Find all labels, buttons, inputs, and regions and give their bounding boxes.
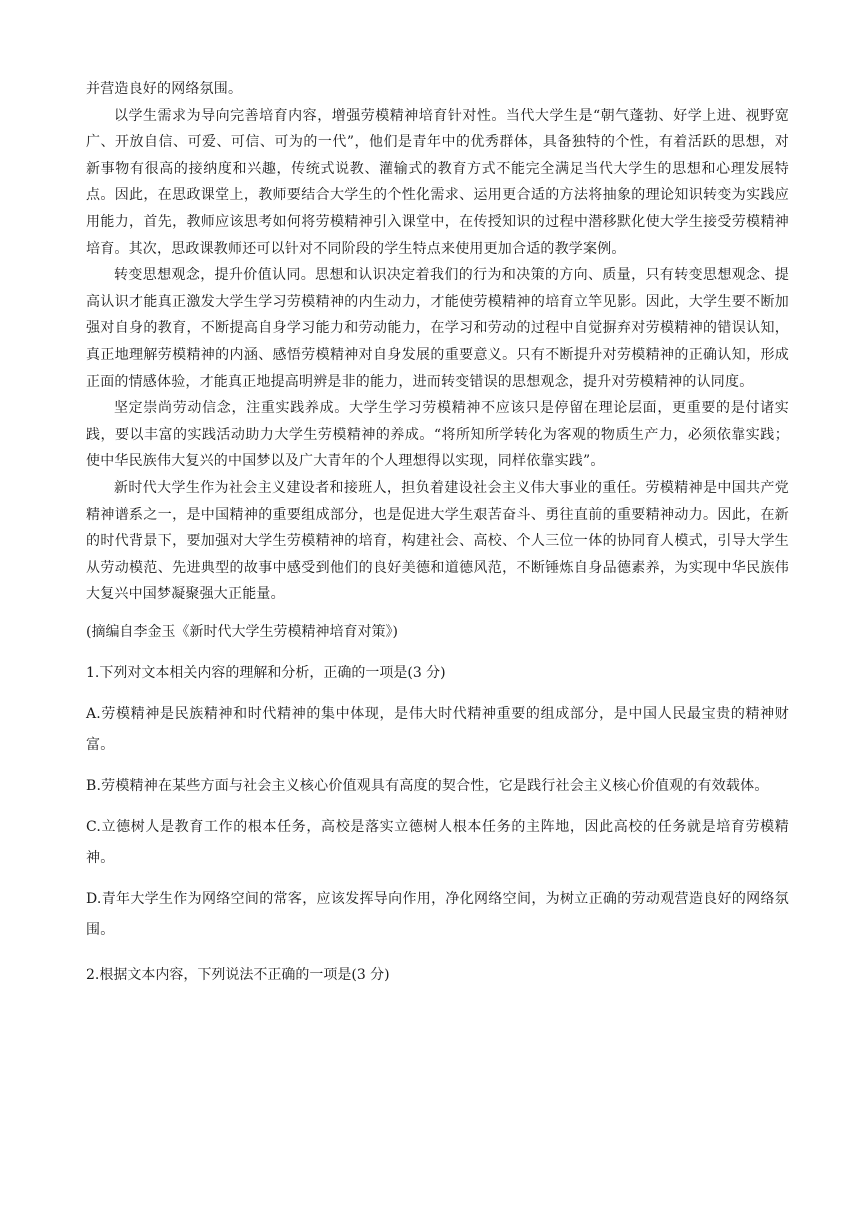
question-1-option-d: D.青年大学生作为网络空间的常客，应该发挥导向作用，净化网络空间，为树立正确的劳动观营造良好的网络氛围。 (86, 890, 789, 938)
continuation-text: 并营造良好的网络氛围。 (86, 81, 243, 97)
source-citation: (摘编自李金玉《新时代大学生劳模精神培育对策》) (86, 623, 398, 640)
question-2-stem: 2.根据文本内容，下列说法不正确的一项是(3 分) (86, 966, 390, 983)
paragraph-2: 转变思想观念，提升价值认同。思想和认识决定着我们的行为和决策的方向、质量，只有转变思想观念、提高认识才能真正激发大学生学习劳模精神的内生动力，才能使劳模精神的培育立竿见影。因此，大学生要不断加强对自身的教育，不断提高自身学习能力和劳动能力，在学习和劳动的过程中自觉摒弃对劳模精神的错误认知，真正地理解劳模精神的内涵、感悟劳模精神对自身发展的重要意义。只有不断提升对劳模精神的正确认知，形成正面的情感体验，才能真正地提高明辨是非的能力，进而转变错误的思想观念，提升对劳模精神的认同度。 (86, 267, 789, 390)
paragraph-4: 新时代大学生作为社会主义建设者和接班人，担负着建设社会主义伟大事业的重任。劳模精神是中国共产党精神谱系之一，是中国精神的重要组成部分，也是促进大学生艰苦奋斗、勇往直前的重要精神动力。因此，在新的时代背景下，要加强对大学生劳模精神的培育，构建社会、高校、个人三位一体的协同育人模式，引导大学生从劳动模范、先进典型的故事中感受到他们的良好美德和道德风范，不断锤炼自身品德素养，为实现中华民族伟大复兴中国梦凝聚强大正能量。 (86, 479, 789, 603)
question-1-option-b: B.劳模精神在某些方面与社会主义核心价值观具有高度的契合性，它是践行社会主义核心价值观的有效载体。 (86, 777, 769, 794)
paragraph-1: 以学生需求为导向完善培育内容，增强劳模精神培育针对性。当代大学生是“朝气蓬勃、好学上进、视野宽广、开放自信、可爱、可信、可为的一代”，他们是青年中的优秀群体，具备独特的个性，有着活跃的思想，对新事物有很高的接纳度和兴趣，传统式说教、灌输式的教育方式不能完全满足当代大学生的思想和心理发展特点。因此，在思政课堂上，教师要结合大学生的个性化需求、运用更合适的方法将抽象的理论知识转变为实践应用能力，首先，教师应该思考如何将劳模精神引入课堂中，在传授知识的过程中潜移默化使大学生接受劳模精神培育。其次，思政课教师还可以针对不同阶段的学生特点来使用更加合适的教学案例。 (86, 107, 789, 257)
question-1-stem: 1.下列对文本相关内容的理解和分析，正确的一项是(3 分) (86, 664, 446, 681)
question-1-option-c: C.立德树人是教育工作的根本任务，高校是落实立德树人根本任务的主阵地，因此高校的任务就是培育劳模精神。 (86, 818, 789, 866)
paragraph-3: 坚定崇尚劳动信念，注重实践养成。大学生学习劳模精神不应该只是停留在理论层面，更重要的是付诸实践，要以丰富的实践活动助力大学生劳模精神的养成。“将所知所学转化为客观的物质生产力，必须依靠实践；使中华民族伟大复兴的中国梦以及广大青年的个人理想得以实现，同样依靠实践”。 (86, 400, 789, 470)
question-1-option-a: A.劳模精神是民族精神和时代精神的集中体现，是伟大时代精神重要的组成部分，是中国人民最宝贵的精神财富。 (86, 705, 789, 753)
